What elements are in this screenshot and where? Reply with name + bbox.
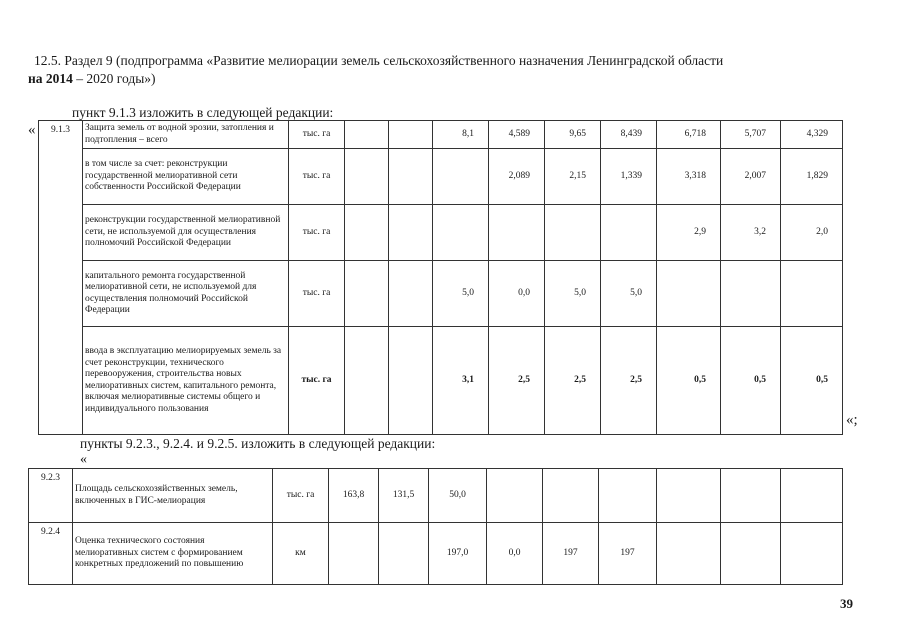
cell: 5,0 — [545, 261, 601, 327]
row-number: 9.2.3 — [29, 469, 73, 523]
cell — [489, 205, 545, 261]
cell: 8,439 — [601, 121, 657, 149]
cell — [389, 121, 433, 149]
row-description: ввода в эксплуатацию мелиорируемых земель за счет реконструкции, технического перевооружения, строительства новых мелиоративных систем, капитального ремонта, включая мелиоративные системы общего и индивидуального пользования — [83, 327, 289, 435]
cell: 6,718 — [657, 121, 721, 149]
table-row — [39, 205, 843, 261]
row-unit: тыс. га — [289, 327, 345, 435]
cell — [389, 205, 433, 261]
cell: 0,0 — [487, 523, 543, 585]
cell: 9,65 — [545, 121, 601, 149]
cell — [389, 327, 433, 435]
cell: 5,0 — [433, 261, 489, 327]
cell: 2,5 — [601, 327, 657, 435]
cell — [345, 327, 389, 435]
cell — [345, 205, 389, 261]
cell — [721, 261, 781, 327]
row-description: в том числе за счет: реконструкции государственной мелиоративной сети собственности Российской Федерации — [83, 149, 289, 205]
cell — [329, 523, 379, 585]
cell — [389, 149, 433, 205]
table-row — [39, 149, 843, 205]
table-row — [39, 327, 843, 435]
row-unit: км — [273, 523, 329, 585]
intro-line1: 12.5. Раздел 9 (подпрограмма «Развитие мелиорации земель сельскохозяйственного назначения Ленинградской области — [34, 53, 724, 68]
cell: 8,1 — [433, 121, 489, 149]
section1-open-quote: « — [28, 122, 36, 138]
cell — [601, 205, 657, 261]
cell: 4,589 — [489, 121, 545, 149]
cell — [721, 523, 781, 585]
cell: 0,5 — [721, 327, 781, 435]
row-unit: тыс. га — [289, 149, 345, 205]
table-9-1-3 — [38, 120, 843, 435]
row-unit: тыс. га — [289, 261, 345, 327]
row-number: 9.2.4 — [29, 523, 73, 585]
cell: 131,5 — [379, 469, 429, 523]
cell: 163,8 — [329, 469, 379, 523]
row-description: Защита земель от водной эрозии, затопления и подтопления – всего — [83, 121, 289, 149]
table-row — [39, 261, 843, 327]
table-row — [39, 121, 843, 149]
cell: 197 — [543, 523, 599, 585]
section1-heading: пункт 9.1.3 изложить в следующей редакции: — [72, 105, 334, 120]
row-description: реконструкции государственной мелиоративной сети, не используемой для осуществления полномочий Российской Федерации — [83, 205, 289, 261]
cell — [721, 469, 781, 523]
row-unit: тыс. га — [289, 205, 345, 261]
cell: 0,0 — [489, 261, 545, 327]
cell: 2,0 — [781, 205, 843, 261]
cell — [345, 121, 389, 149]
intro-paragraph — [28, 52, 863, 88]
cell — [657, 469, 721, 523]
cell: 5,707 — [721, 121, 781, 149]
cell — [543, 469, 599, 523]
cell — [345, 149, 389, 205]
row-description: Площадь сельскохозяйственных земель, включенных в ГИС-мелиорация — [73, 469, 273, 523]
section2-open-quote: « — [80, 452, 87, 467]
cell: 2,9 — [657, 205, 721, 261]
cell: 2,5 — [489, 327, 545, 435]
row-unit: тыс. га — [289, 121, 345, 149]
cell: 0,5 — [781, 327, 843, 435]
cell — [379, 523, 429, 585]
cell: 1,339 — [601, 149, 657, 205]
section1-close-quote: «; — [846, 412, 858, 428]
cell — [433, 149, 489, 205]
cell — [433, 205, 489, 261]
page-number: 39 — [840, 596, 853, 611]
cell — [657, 261, 721, 327]
cell: 5,0 — [601, 261, 657, 327]
cell — [657, 523, 721, 585]
cell — [487, 469, 543, 523]
cell: 4,329 — [781, 121, 843, 149]
cell: 2,15 — [545, 149, 601, 205]
row-description: Оценка технического состояния мелиоративных систем с формированием конкретных предложений по повышению — [73, 523, 273, 585]
cell: 1,829 — [781, 149, 843, 205]
row-number: 9.1.3 — [39, 121, 83, 435]
cell — [599, 469, 657, 523]
cell: 3,1 — [433, 327, 489, 435]
cell — [781, 523, 843, 585]
cell: 2,089 — [489, 149, 545, 205]
cell: 197 — [599, 523, 657, 585]
section2-heading: пункты 9.2.3., 9.2.4. и 9.2.5. изложить в следующей редакции: — [80, 436, 436, 451]
row-description: капитального ремонта государственной мелиоративной сети, не используемой для осуществления полномочий Российской Федерации — [83, 261, 289, 327]
cell: 3,2 — [721, 205, 781, 261]
cell — [389, 261, 433, 327]
row-unit: тыс. га — [273, 469, 329, 523]
table-row — [29, 469, 843, 523]
cell — [781, 261, 843, 327]
cell: 197,0 — [429, 523, 487, 585]
cell — [345, 261, 389, 327]
table-9-2 — [28, 468, 843, 585]
table-row — [29, 523, 843, 585]
cell: 0,5 — [657, 327, 721, 435]
cell: 2,007 — [721, 149, 781, 205]
cell: 3,318 — [657, 149, 721, 205]
cell: 2,5 — [545, 327, 601, 435]
cell: 50,0 — [429, 469, 487, 523]
intro-line2-bold: на 2014 — [28, 71, 73, 86]
cell — [545, 205, 601, 261]
intro-line2-rest: – 2020 годы») — [72, 71, 156, 86]
cell — [781, 469, 843, 523]
